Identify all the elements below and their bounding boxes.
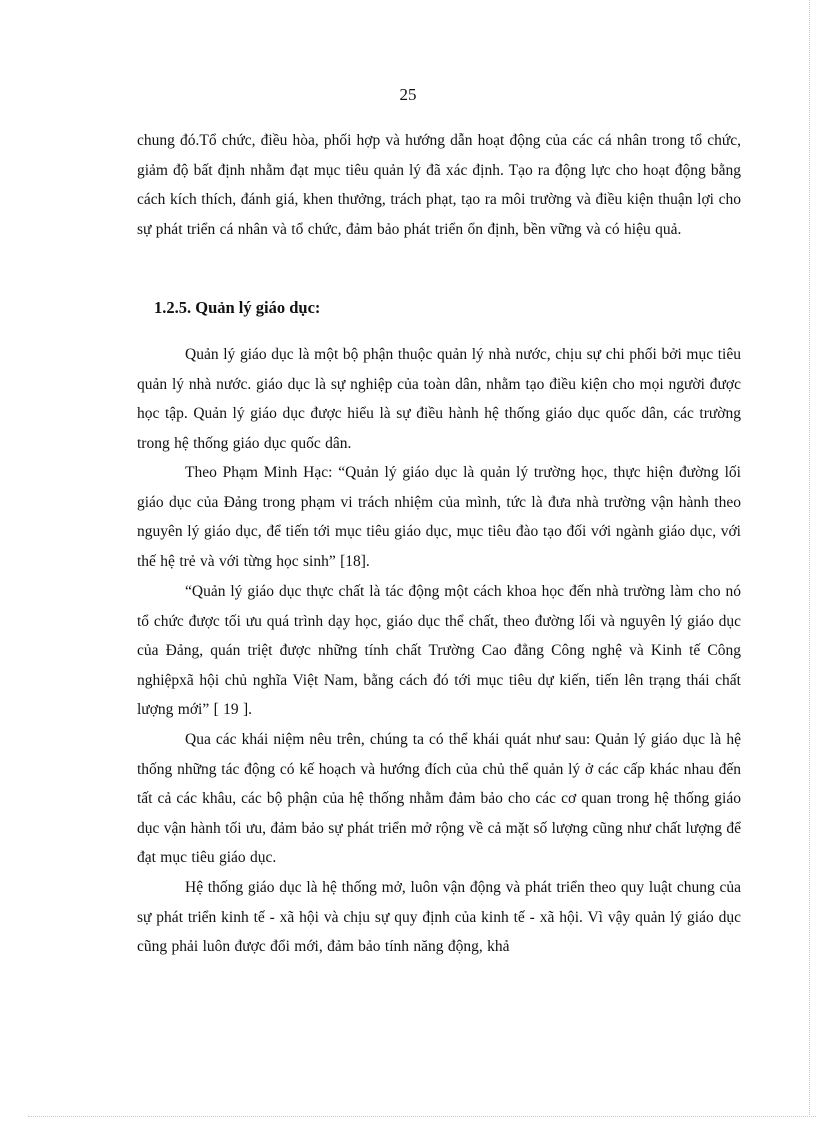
page-bottom-border [28,1116,816,1117]
paragraph-system: Hệ thống giáo dục là hệ thống mở, luôn vận động và phát triển theo quy luật chung của sự phát triển kinh tế - xã hội và chịu sự quy định của kinh tế - xã hội. Vì vậy quản lý giáo dục cũng phải luôn được đổi mới, đảm bảo tính năng động, khả [137,879,741,955]
paragraph-quote-essence: “Quản lý giáo dục thực chất là tác động một cách khoa học đến nhà trường làm cho nó tổ chức được tối ưu quá trình dạy học, giáo dục thể chất, theo đường lối và nguyên lý giáo dục của Đảng, quán triệt được những tính chất Trường Cao đẳng Công nghệ và Kinh tế Công nghiệpxã hội chủ nghĩa Việt Nam, bằng cách đó tới mục tiêu dự kiến, tiến lên trạng thái chất lượng mới” [ 19 ]. [137,583,741,718]
paragraph-continuation: chung đó.Tổ chức, điều hòa, phối hợp và hướng dẫn hoạt động của các cá nhân trong tổ chức, giảm độ bất định nhằm đạt mục tiêu quản lý đã xác định. Tạo ra động lực cho hoạt động bằng cách kích thích, đánh giá, khen thưởng, trách phạt, tạo ra môi trường và điều kiện thuận lợi cho sự phát triển cá nhân và tổ chức, đảm bảo phát triển ổn định, bền vững và có hiệu quả. [137,132,741,238]
page-number: 25 [399,85,417,104]
paragraph-quote-pham-minh-hac: Theo Phạm Minh Hạc: “Quản lý giáo dục là quản lý trường học, thực hiện đường lối giáo dục của Đảng trong phạm vi trách nhiệm của mình, tức là đưa nhà trường vận hành theo nguyên lý giáo dục, để tiến tới mục tiêu giáo dục, mục tiêu đào tạo đối với ngành giáo dục, với thế hệ trẻ và với từng học sinh” [18]. [137,464,741,570]
paragraph-definition: Quản lý giáo dục là một bộ phận thuộc quản lý nhà nước, chịu sự chi phối bởi mục tiêu quản lý nhà nước. giáo dục là sự nghiệp của toàn dân, nhằm tạo điều kiện cho mọi người được học tập. Quản lý giáo dục được hiểu là sự điều hành hệ thống giáo dục quốc dân, các trường trong hệ thống giáo dục quốc dân. [137,346,741,452]
page-right-border [809,0,810,1117]
section-heading: 1.2.5. Quản lý giáo dục: [154,298,321,317]
paragraph-summary: Qua các khái niệm nêu trên, chúng ta có thể khái quát như sau: Quản lý giáo dục là hệ thống những tác động có kế hoạch và hướng đích của chủ thể quản lý ở các cấp khác nhau đến tất cả các khâu, các bộ phận của hệ thống nhằm đảm bảo cho các cơ quan trong hệ thống giáo dục vận hành tối ưu, đảm bảo sự phát triển mở rộng về cả mặt số lượng cũng như chất lượng để đạt mục tiêu giáo dục. [137,731,741,866]
